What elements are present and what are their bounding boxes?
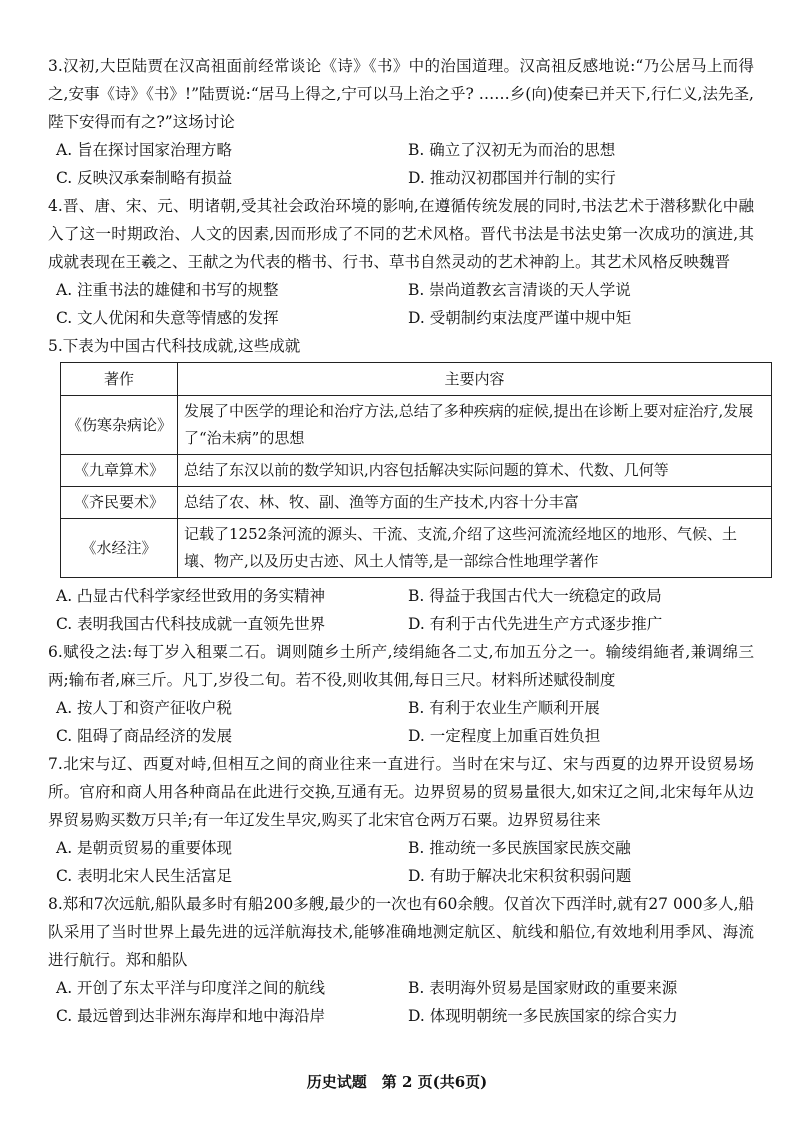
options bbox=[48, 694, 754, 750]
option-b: B. 得益于我国古代大一统稳定的政局 bbox=[408, 587, 662, 605]
table-cell-content: 发展了中医学的理论和治疗方法,总结了多种疾病的症候,提出在诊断上要对症治疗,发展了“治未病”的思想 bbox=[178, 396, 772, 455]
option-c: C. 表明我国古代科技成就一直领先世界 bbox=[56, 615, 326, 633]
table-cell-book: 《齐民要术》 bbox=[61, 487, 178, 519]
option-b: B. 崇尚道教玄言清谈的天人学说 bbox=[408, 281, 631, 299]
table-row bbox=[61, 455, 772, 487]
option-d: D. 推动汉初郡国并行制的实行 bbox=[408, 169, 616, 187]
question-5 bbox=[48, 332, 754, 638]
option-c: C. 反映汉承秦制略有损益 bbox=[56, 169, 233, 187]
option-d: D. 一定程度上加重百姓负担 bbox=[408, 727, 601, 745]
options bbox=[48, 136, 754, 192]
question-4 bbox=[48, 192, 754, 332]
option-a: A. 凸显古代科学家经世致用的务实精神 bbox=[56, 587, 326, 605]
option-b: B. 确立了汉初无为而治的思想 bbox=[408, 141, 616, 159]
option-c: C. 最远曾到达非洲东海岸和地中海沿岸 bbox=[56, 1007, 326, 1025]
option-c: C. 文人优闲和失意等情感的发挥 bbox=[56, 309, 279, 327]
table-cell-book: 《九章算术》 bbox=[61, 455, 178, 487]
table-row bbox=[61, 396, 772, 455]
page-footer: 历史试题 第 2 页(共6页) bbox=[306, 1073, 488, 1091]
question-7 bbox=[48, 750, 754, 890]
option-b: B. 推动统一多民族国家民族交融 bbox=[408, 839, 631, 857]
option-c: C. 表明北宋人民生活富足 bbox=[56, 867, 233, 885]
question-6 bbox=[48, 638, 754, 750]
option-d: D. 受朝制约束法度严谨中规中矩 bbox=[408, 309, 632, 327]
option-d: D. 有助于解决北宋积贫积弱问题 bbox=[408, 867, 632, 885]
table-cell-book: 《伤寒杂病论》 bbox=[61, 396, 178, 455]
option-a: A. 是朝贡贸易的重要体现 bbox=[56, 839, 233, 857]
option-a: A. 开创了东太平洋与印度洋之间的航线 bbox=[56, 979, 326, 997]
table-header-content: 主要内容 bbox=[178, 363, 772, 396]
table-row bbox=[61, 519, 772, 578]
question-stem: 8.郑和7次远航,船队最多时有船200多艘,最少的一次也有60余艘。仅首次下西洋时,就有27 000多人,船队采用了当时世界上最先进的远洋航海技术,能够准确地测定航区、航线和船位,有效地利用季风、海流进行航行。郑和船队 bbox=[48, 895, 754, 969]
table-header-row bbox=[61, 363, 772, 396]
table-cell-book: 《水经注》 bbox=[61, 519, 178, 578]
question-stem: 6.赋役之法:每丁岁入租粟二石。调则随乡土所产,绫绢絁各二丈,布加五分之一。输绫绢絁者,兼调绵三两;输布者,麻三斤。凡丁,岁役二旬。若不役,则收其佣,每日三尺。材料所述赋役制度 bbox=[48, 643, 754, 689]
options bbox=[48, 834, 754, 890]
question-3 bbox=[48, 52, 754, 192]
option-b: B. 表明海外贸易是国家财政的重要来源 bbox=[408, 979, 678, 997]
options bbox=[48, 582, 754, 638]
question-8 bbox=[48, 890, 754, 1030]
options bbox=[48, 974, 754, 1030]
table-header-book: 著作 bbox=[61, 363, 178, 396]
option-a: A. 注重书法的雄健和书写的规整 bbox=[56, 281, 279, 299]
option-a: A. 旨在探讨国家治理方略 bbox=[56, 141, 233, 159]
option-a: A. 按人丁和资产征收户税 bbox=[56, 699, 233, 717]
question-stem: 7.北宋与辽、西夏对峙,但相互之间的商业往来一直进行。当时在宋与辽、宋与西夏的边界开设贸易场所。官府和商人用各种商品在此进行交换,互通有无。边界贸易的贸易量很大,如宋辽之间,北宋每年从边界贸易购买数万只羊;有一年辽发生旱灾,购买了北宋官仓两万石粟。边界贸易往来 bbox=[48, 755, 754, 829]
achievements-table bbox=[60, 362, 772, 578]
option-b: B. 有利于农业生产顺利开展 bbox=[408, 699, 600, 717]
option-d: D. 体现明朝统一多民族国家的综合实力 bbox=[408, 1007, 678, 1025]
question-stem: 3.汉初,大臣陆贾在汉高祖面前经常谈论《诗》《书》中的治国道理。汉高祖反感地说:“乃公居马上而得之,安事《诗》《书》!”陆贾说:“居马上得之,宁可以马上治之乎? ……乡(向)使秦已并天下,行仁义,法先圣,陛下安得而有之?”这场讨论 bbox=[48, 57, 754, 131]
options bbox=[48, 276, 754, 332]
table-row bbox=[61, 487, 772, 519]
question-stem: 4.晋、唐、宋、元、明诸朝,受其社会政治环境的影响,在遵循传统发展的同时,书法艺术于潜移默化中融入了这一时期政治、人文的因素,因而形成了不同的艺术风格。晋代书法是书法史第一次成功的演进,其成就表现在王羲之、王献之为代表的楷书、行书、草书自然灵动的艺术神韵上。其艺术风格反映魏晋 bbox=[48, 197, 754, 271]
table-cell-content: 记载了1252条河流的源头、干流、支流,介绍了这些河流流经地区的地形、气候、土壤、物产,以及历史古迹、风土人情等,是一部综合性地理学著作 bbox=[178, 519, 772, 578]
table-cell-content: 总结了农、林、牧、副、渔等方面的生产技术,内容十分丰富 bbox=[178, 487, 772, 519]
table-cell-content: 总结了东汉以前的数学知识,内容包括解决实际问题的算术、代数、几何等 bbox=[178, 455, 772, 487]
option-c: C. 阻碍了商品经济的发展 bbox=[56, 727, 233, 745]
option-d: D. 有利于古代先进生产方式逐步推广 bbox=[408, 615, 663, 633]
question-stem: 5.下表为中国古代科技成就,这些成就 bbox=[48, 337, 301, 355]
